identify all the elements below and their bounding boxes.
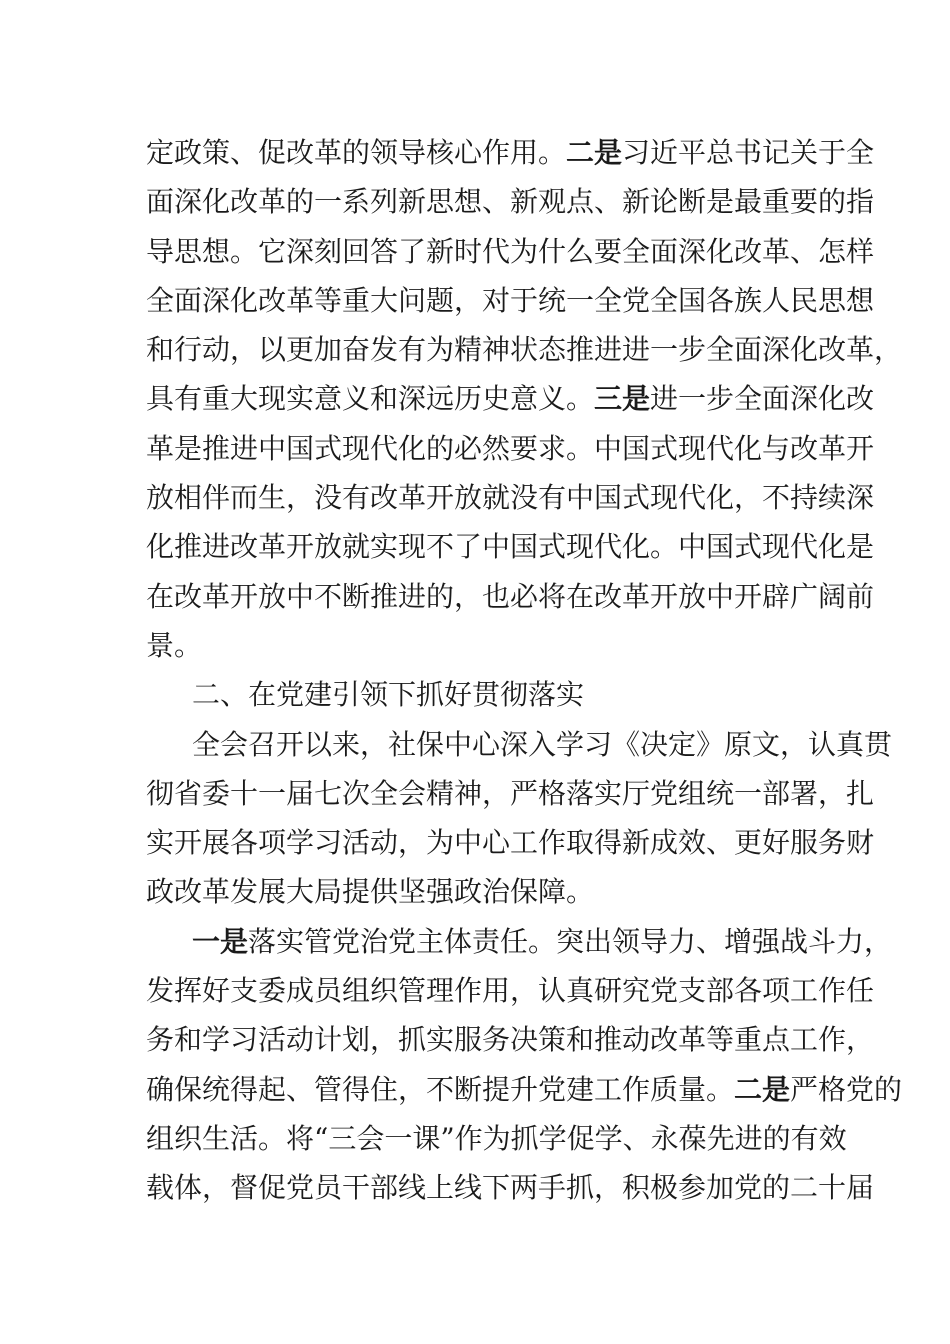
text-run: 全面深化改革等重大问题，对于统一全党全国各族人民思想 [146,283,875,317]
text-run: 务和学习活动计划，抓实服务决策和推动改革等重点工作， [146,1023,875,1057]
text-line [146,325,903,374]
text-line [146,769,875,818]
text-line [146,128,875,177]
text-run: 实开展各项学习活动，为中心工作取得新成效、更好服务财 [146,826,875,860]
text-line [146,621,810,670]
text-run: 具有重大现实意义和深远历史意义。 [146,382,595,416]
text-line [146,917,893,966]
text-run: 放相伴而生，没有改革开放就没有中国式现代化，不持续深 [146,481,875,515]
text-run: 彻省委十一届七次全会精神，严格落实厅党组统一部署，扎 [146,776,875,810]
text-line [146,1015,875,1064]
text-run: 发挥好支委成员组织管理作用，认真研究党支部各项工作任 [146,974,875,1008]
text-run: 二、在党建引领下抓好贯彻落实 [192,678,585,712]
text-run: 面深化改革的一系列新思想、新观点、新论断是最重要的指 [146,185,875,219]
text-line [146,227,875,276]
text-run: 和行动，以更加奋发有为精神状态推进进一步全面深化改革， [146,333,903,367]
bold-run: 一是 [192,924,249,958]
text-run: 政改革发展大局提供坚强政治保障。 [146,875,595,909]
text-line [146,374,875,423]
text-run: 定政策、促改革的领导核心作用。 [146,136,567,169]
text-run: 在改革开放中不断推进的，也必将在改革开放中开辟广阔前 [146,579,875,613]
text-run: 革是推进中国式现代化的必然要求。中国式现代化与改革开 [146,431,875,465]
bold-run: 二是 [566,136,623,169]
text-run: 载体，督促党员干部线上线下两手抓，积极参加党的二十届 [146,1171,875,1205]
text-line [146,424,875,473]
bold-run: 二是 [734,1072,791,1106]
text-run: 组织生活。将“三会一课”作为抓学促学、永葆先进的有效 [146,1121,847,1155]
text-line [146,473,875,522]
text-line [146,1065,903,1114]
text-line [146,522,875,571]
text-run: 确保统得起、管得住，不断提升党建工作质量。 [146,1072,735,1106]
text-line [146,572,875,621]
text-run: 严格党的 [790,1072,903,1106]
text-line [146,276,875,325]
text-run: 景。 [146,628,203,662]
text-line [146,720,893,769]
bold-run: 三是 [594,382,651,416]
text-run: 化推进改革开放就实现不了中国式现代化。中国式现代化是 [146,530,875,564]
text-line [146,818,875,867]
document-body [146,128,903,1213]
text-line [146,867,810,916]
text-line [146,1114,847,1163]
text-run: 全会召开以来，社保中心深入学习《决定》原文，认真贯 [192,727,893,761]
text-run: 进一步全面深化改 [650,382,875,416]
text-run: 习近平总书记关于全 [622,136,875,169]
text-line [146,1163,875,1212]
text-line [146,966,875,1015]
text-line [146,177,875,226]
text-run: 落实管党治党主体责任。突出领导力、增强战斗力， [248,924,893,958]
text-run: 导思想。它深刻回答了新时代为什么要全面深化改革、怎样 [146,234,875,268]
text-line [146,670,810,719]
